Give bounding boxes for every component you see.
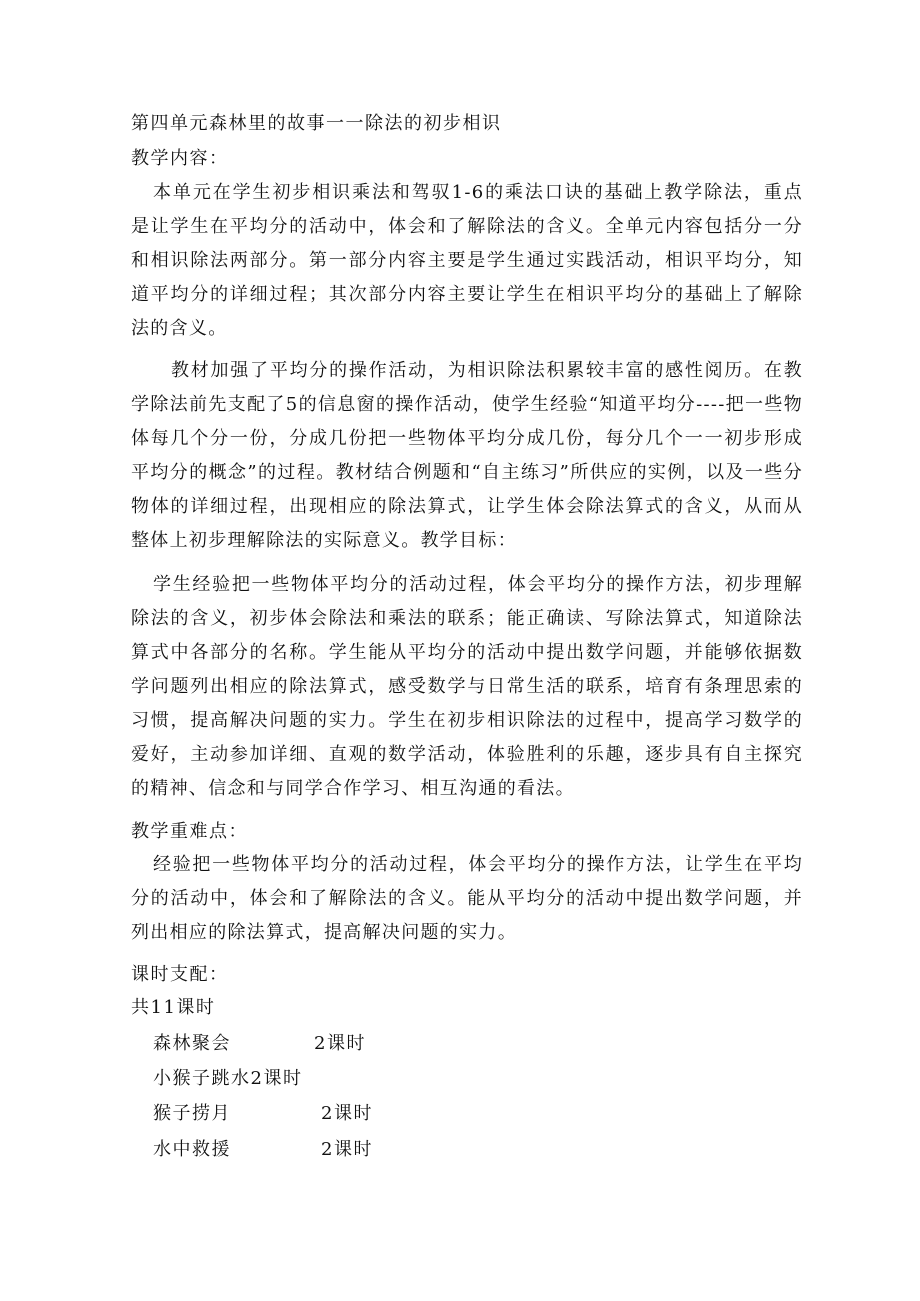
lesson-name: 小猴子跳水2课时: [153, 1068, 303, 1089]
lesson-hours: 2课时: [321, 1139, 373, 1160]
lesson-hours: 2课时: [321, 1103, 373, 1124]
content-heading: 教学内容：: [131, 148, 229, 169]
lesson-name: 水中救援: [153, 1139, 231, 1160]
total-hours: 共11课时: [131, 997, 216, 1018]
schedule-heading: 课时支配：: [131, 964, 229, 985]
lesson-hours: 2课时: [314, 1033, 366, 1054]
document-title: 第四单元森林里的故事一一除法的初步相识: [131, 113, 502, 134]
lesson-name: 森林聚会: [153, 1033, 231, 1054]
difficulty-paragraph: 经验把一些物体平均分的活动过程，体会平均分的操作方法，让学生在平均分的活动中，体会和了解除法的含义。能从平均分的活动中提出数学问题，并列出相应的除法算式，提高解决问题的实力。: [131, 854, 803, 943]
lesson-name: 猴子捞月: [153, 1103, 231, 1124]
content-paragraph-2: 教材加强了平均分的操作活动，为相识除法积累较丰富的感性阅历。在教学除法前先支配了5的信息窗的操作活动，使学生经验“知道平均分----把一些物体每几个分一份，分成几份把一些物体平均分成几份，每分几个一一初步形成平均分的概念”的过程。教材结合例题和“自主练习”所供应的实例，以及一些分物体的详细过程，出现相应的除法算式，让学生体会除法算式的含义，从而从整体上初步理解除法的实际意义。教学目标：: [131, 360, 803, 551]
difficulty-heading: 教学重难点：: [131, 821, 248, 842]
content-paragraph-1: 本单元在学生初步相识乘法和驾驭1-6的乘法口诀的基础上教学除法，重点是让学生在平均分的活动中，体会和了解除法的含义。全单元内容包括分一分和相识除法两部分。第一部分内容主要是学生通过实践活动，相识平均分，知道平均分的详细过程；其次部分内容主要让学生在相识平均分的基础上了解除法的含义。: [131, 182, 803, 339]
objectives-paragraph: 学生经验把一些物体平均分的活动过程，体会平均分的操作方法，初步理解除法的含义，初步体会除法和乘法的联系；能正确读、写除法算式，知道除法算式中各部分的名称。学生能从平均分的活动中提出数学问题，并能够依据数学问题列出相应的除法算式，感受数学与日常生活的联系，培育有条理思索的习惯，提高解决问题的实力。学生在初步相识除法的过程中，提高学习数学的爱好，主动参加详细、直观的数学活动，体验胜利的乐趣，逐步具有自主探究的精神、信念和与同学合作学习、相互沟通的看法。: [131, 574, 803, 799]
